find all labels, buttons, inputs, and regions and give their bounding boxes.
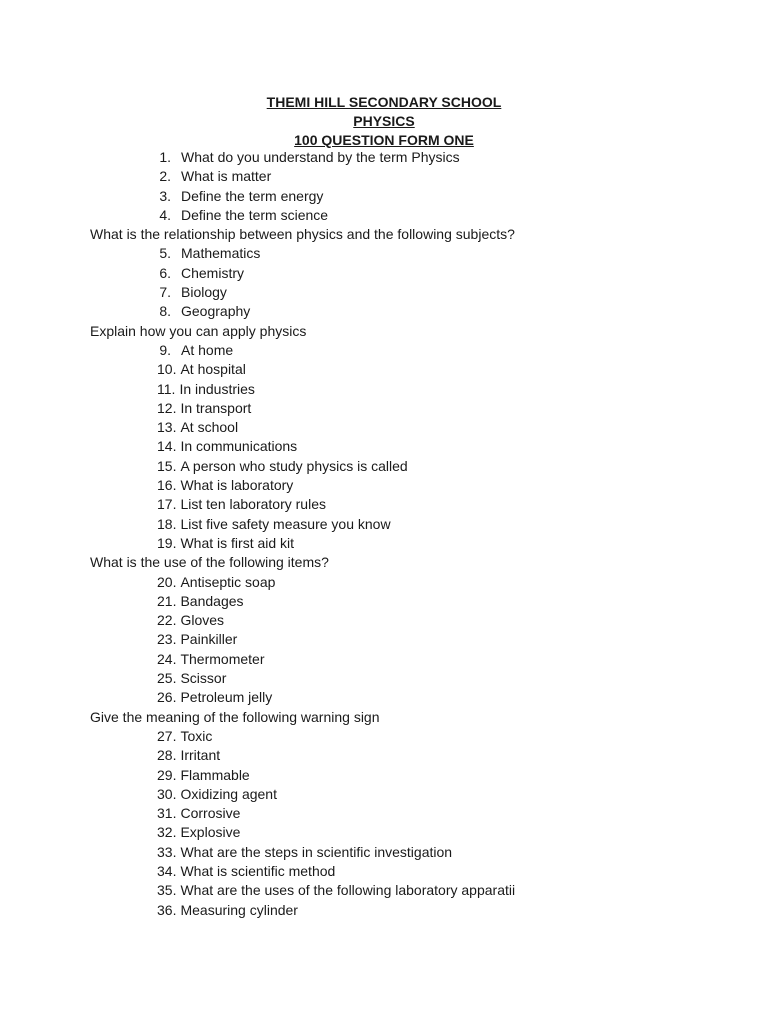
- question-text: Flammable: [180, 766, 250, 783]
- question-item: [90, 766, 750, 785]
- question-number: 13.: [157, 419, 177, 436]
- question-text: Gloves: [180, 612, 225, 629]
- question-item: [90, 302, 750, 321]
- question-number: 22.: [157, 612, 177, 629]
- question-number: 34.: [157, 862, 177, 879]
- question-number: 25.: [157, 670, 177, 687]
- question-number: 1.: [159, 149, 171, 165]
- question-number: 7.: [159, 284, 171, 301]
- question-number: 18.: [157, 515, 177, 532]
- question-number: 6.: [159, 264, 171, 281]
- question-text: What is first aid kit: [180, 534, 295, 551]
- question-item: [90, 341, 750, 360]
- question-number: 4.: [159, 206, 171, 223]
- question-item: [90, 804, 750, 823]
- question-item: [90, 650, 750, 669]
- question-number: 16.: [157, 477, 177, 494]
- section-prompt: What is the relationship between physics and the following subjects?: [90, 226, 515, 243]
- question-item: [90, 476, 750, 495]
- question-text: Petroleum jelly: [180, 689, 273, 706]
- question-text: A person who study physics is called: [180, 457, 408, 474]
- question-item: [90, 495, 750, 514]
- question-text: In transport: [180, 399, 252, 416]
- question-text: Define the term energy: [181, 187, 324, 204]
- question-text: What is laboratory: [180, 477, 294, 494]
- question-number: 23.: [157, 631, 177, 648]
- question-item: [90, 187, 750, 206]
- question-item: [90, 534, 750, 553]
- question-number: 20.: [157, 573, 177, 590]
- question-text: Measuring cylinder: [180, 901, 298, 918]
- question-text: At hospital: [180, 361, 246, 378]
- question-number: 9.: [159, 341, 171, 358]
- question-item: [90, 437, 750, 456]
- question-text: What are the uses of the following laboratory apparatii: [180, 882, 516, 899]
- question-number: 2.: [159, 168, 171, 185]
- question-item: [90, 688, 750, 707]
- question-text: List five safety measure you know: [180, 515, 391, 532]
- question-text: In communications: [180, 438, 298, 455]
- question-text: What are the steps in scientific investigation: [180, 843, 453, 860]
- question-item: [90, 630, 750, 649]
- question-item: [90, 881, 750, 900]
- question-item: [90, 785, 750, 804]
- question-list: [90, 148, 750, 920]
- question-text: Biology: [181, 284, 227, 301]
- question-number: 31.: [157, 805, 177, 822]
- question-item: [90, 283, 750, 302]
- question-item: [90, 823, 750, 842]
- question-item: [90, 862, 750, 881]
- question-item: [90, 360, 750, 379]
- question-number: 5.: [159, 245, 171, 262]
- question-text: In industries: [179, 380, 255, 397]
- question-text: Corrosive: [180, 805, 241, 822]
- question-text: Toxic: [180, 727, 213, 744]
- question-text: Bandages: [180, 592, 244, 609]
- question-number: 14.: [157, 438, 177, 455]
- question-item: [90, 206, 750, 225]
- question-number: 24.: [157, 650, 177, 667]
- question-number: 19.: [157, 534, 177, 551]
- question-item: [90, 573, 750, 592]
- question-text: Oxidizing agent: [180, 785, 277, 802]
- question-text: List ten laboratory rules: [180, 496, 326, 513]
- question-number: 36.: [157, 901, 177, 918]
- question-number: 8.: [159, 303, 171, 320]
- question-text: Explosive: [180, 824, 241, 841]
- question-text: At school: [180, 419, 239, 436]
- question-number: 30.: [157, 785, 177, 802]
- question-text: Geography: [181, 303, 251, 320]
- question-text: Antiseptic soap: [180, 573, 276, 590]
- question-item: [90, 843, 750, 862]
- question-number: 10.: [157, 361, 177, 378]
- question-number: 29.: [157, 766, 177, 783]
- question-item: [90, 746, 750, 765]
- question-item: [90, 669, 750, 688]
- question-item: [90, 264, 750, 283]
- question-number: 17.: [157, 496, 177, 513]
- question-number: 11.: [157, 380, 176, 397]
- school-name-heading: THEMI HILL SECONDARY SCHOOL: [266, 94, 502, 110]
- question-item: [90, 901, 750, 920]
- question-text: Scissor: [180, 670, 227, 687]
- question-item: [90, 727, 750, 746]
- question-number: 35.: [157, 882, 177, 899]
- question-item: [90, 611, 750, 630]
- question-text: At home: [181, 341, 234, 358]
- question-number: 21.: [157, 592, 177, 609]
- question-text: What is scientific method: [180, 862, 336, 879]
- question-text: Chemistry: [181, 264, 245, 281]
- question-text: Define the term science: [181, 206, 329, 223]
- question-number: 32.: [157, 824, 177, 841]
- question-item: [90, 148, 750, 167]
- question-text: Mathematics: [181, 245, 261, 262]
- question-item: [90, 457, 750, 476]
- section-prompt: What is the use of the following items?: [90, 554, 329, 571]
- question-number: 33.: [157, 843, 177, 860]
- question-item: [90, 592, 750, 611]
- question-text: Painkiller: [180, 631, 238, 648]
- question-number: 27.: [157, 727, 177, 744]
- question-number: 15.: [157, 457, 177, 474]
- question-number: 3.: [159, 187, 171, 204]
- question-text: What do you understand by the term Physics: [181, 149, 460, 165]
- question-item: [90, 418, 750, 437]
- question-number: 28.: [157, 747, 177, 764]
- question-item: [90, 167, 750, 186]
- question-item: [90, 515, 750, 534]
- question-number: 12.: [157, 399, 177, 416]
- question-text: Irritant: [180, 747, 221, 764]
- document-title: 100 QUESTION FORM ONE: [294, 132, 474, 148]
- question-text: Thermometer: [180, 650, 265, 667]
- question-item: [90, 399, 750, 418]
- section-prompt: Give the meaning of the following warning sign: [90, 708, 380, 725]
- question-text: What is matter: [181, 168, 272, 185]
- question-number: 26.: [157, 689, 177, 706]
- question-item: [90, 380, 750, 399]
- subject-heading: PHYSICS: [353, 113, 415, 129]
- section-prompt: Explain how you can apply physics: [90, 322, 307, 339]
- question-item: [90, 244, 750, 263]
